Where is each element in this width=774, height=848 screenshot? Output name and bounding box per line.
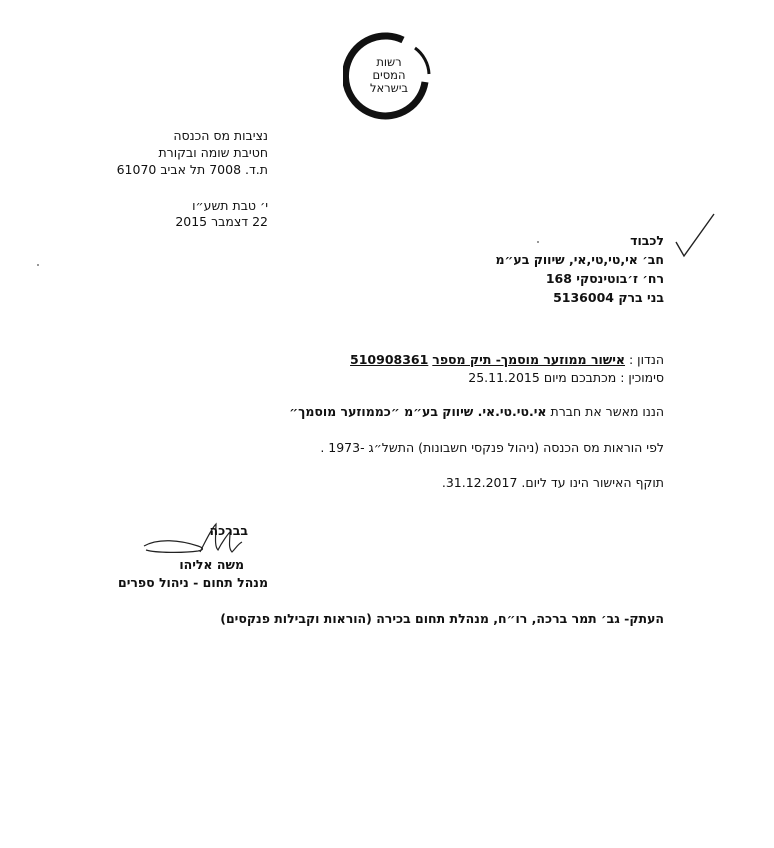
signatory-name: משה אליהו: [179, 557, 244, 572]
checkmark-icon: [674, 212, 718, 260]
subject-file-number: 510908361: [350, 352, 429, 367]
tax-authority-logo: [343, 30, 435, 128]
body-prefix: הננו מאשר את חברת: [550, 404, 664, 419]
logo-line-1: רשות: [376, 55, 402, 69]
recipient-city: בני ברק 5136004: [553, 290, 664, 305]
subject-line: [350, 352, 664, 367]
logo-line-3: בישראל: [369, 81, 409, 95]
body-line-1: [289, 404, 664, 419]
office-address: ת.ד. 7008 תל אביב 61070: [116, 162, 268, 177]
signatory-title: מנהל תחום - ניהול ספרים: [118, 575, 268, 590]
logo-text: [343, 56, 435, 95]
body-line-3: תוקף האישור הינו עד ליום. 31.12.2017.: [441, 475, 664, 490]
recipient-street: רח׳ ז׳בוטינסקי 168: [545, 271, 664, 286]
recipient-company: חב׳ אי,טי,טי,אי, שיווק בע״מ: [495, 252, 664, 267]
hebrew-date: י׳ טבת תשע״ו: [192, 198, 268, 213]
subject-label: הנדון :: [629, 352, 664, 367]
body-line-2: לפי הוראות מס הכנסה (ניהול פנקסי חשבונות) התשל״ג -1973 .: [320, 440, 664, 455]
cc-line: העתק- גב׳ תמר ברכה, רו״ח, מנהלת תחום בכירה (הוראות וקבילות פנקסים): [220, 611, 664, 626]
recipient-to: לכבוד: [630, 233, 664, 248]
reference-date: 25.11.2015: [468, 370, 540, 385]
subject-text: אישור ממוזער מוסמך- תיק מספר: [432, 352, 626, 367]
signature-greeting: בברכה: [209, 523, 248, 538]
reference-label: סימוכין : מכתבכם מיום: [543, 370, 664, 385]
body-company: אי.טי.טי.אי. שיווק בע״מ ״כממוזער מוסמך״: [289, 404, 547, 419]
scan-speck: [537, 241, 539, 243]
logo-line-2: המסים: [372, 68, 406, 82]
scan-speck: [37, 264, 39, 266]
reference-line: [468, 370, 664, 385]
gregorian-date: 22 דצמבר 2015: [175, 214, 268, 229]
office-name: נציבות מס הכנסה: [173, 128, 268, 143]
office-division: חטיבת שומה ובקורת: [158, 145, 268, 160]
